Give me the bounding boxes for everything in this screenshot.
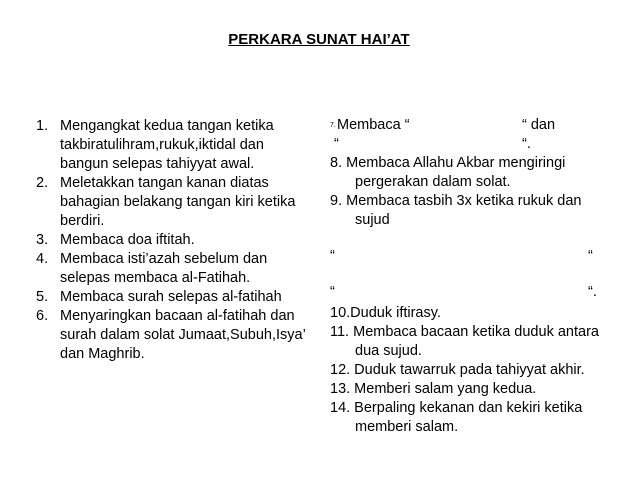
- list-item-5: [36, 288, 316, 307]
- list-item-7-text: Membaca “: [337, 117, 410, 133]
- list-item-4: [36, 250, 316, 288]
- list-item-7-line-2: [330, 135, 610, 154]
- list-item-text: Menyaringkan bacaan al-fatihah dan surah dalam solat Jumaat,Subuh,Isya’ dan Maghrib.: [60, 308, 306, 362]
- list-item-text: Mengangkat kedua tangan ketika takbiratulihram,rukuk,iktidal dan bangun selepas tahiyyat awal.: [60, 118, 274, 172]
- list-item-2: [36, 174, 316, 231]
- list-item-number: 4.: [36, 251, 49, 267]
- quote-line-2: [330, 283, 610, 302]
- list-item-10: 10.Duduk iftirasy.: [330, 305, 441, 321]
- list-item-11: 11. Membaca bacaan ketika duduk antara dua sujud.: [330, 324, 599, 359]
- list-item-7-quote-close: “.: [522, 136, 531, 152]
- list-item-text: Membaca doa iftitah.: [60, 232, 195, 248]
- right-list: [330, 116, 610, 437]
- list-item-text: Membaca surah selepas al-fatihah: [60, 289, 282, 305]
- list-item-1: [36, 117, 316, 174]
- list-item-6: [36, 307, 316, 364]
- list-item-number: 6.: [36, 308, 49, 324]
- quote-close: “: [588, 248, 593, 264]
- list-item-7-marker: 7.: [330, 122, 336, 129]
- list-item-7-quote-end: “ dan: [522, 117, 556, 133]
- left-list: [36, 117, 316, 364]
- page-title-text: PERKARA SUNAT HAI’AT: [228, 31, 410, 48]
- list-item-9: 9. Membaca tasbih 3x ketika rukuk dan sujud: [330, 193, 582, 228]
- list-item-13: 13. Memberi salam yang kedua.: [330, 381, 537, 397]
- list-item-text: Membaca isti’azah sebelum dan selepas membaca al-Fatihah.: [60, 251, 268, 286]
- page-title: [0, 31, 638, 48]
- quote-open: “: [330, 248, 335, 264]
- list-item-12: 12. Duduk tawarruk pada tahiyyat akhir.: [330, 362, 585, 378]
- list-item-7-quote-open: “: [334, 136, 339, 152]
- quote-line-1: [330, 247, 610, 266]
- list-item-3: [36, 231, 316, 250]
- list-item-number: 1.: [36, 118, 49, 134]
- list-item-text: Meletakkan tangan kanan diatas bahagian belakang tangan kiri ketika berdiri.: [60, 175, 296, 229]
- list-item-number: 2.: [36, 175, 49, 191]
- quote-open: “: [330, 284, 335, 300]
- list-item-number: 5.: [36, 289, 49, 305]
- list-item-number: 3.: [36, 232, 49, 248]
- quote-close: “.: [588, 284, 597, 300]
- list-item-8: 8. Membaca Allahu Akbar mengiringi pergerakan dalam solat.: [330, 155, 566, 190]
- list-item-14: 14. Berpaling kekanan dan kekiri ketika memberi salam.: [330, 400, 583, 435]
- list-item-7-line-1: [330, 116, 610, 135]
